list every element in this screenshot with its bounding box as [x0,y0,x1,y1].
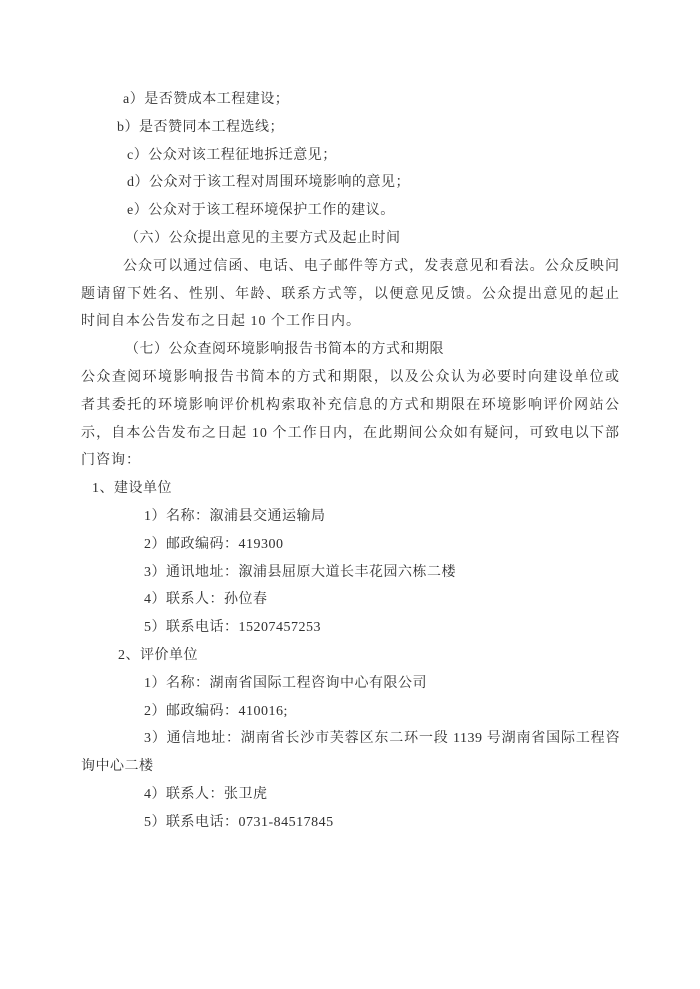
evaluation-unit-address: 3）通信地址：湖南省长沙市芙蓉区东二环一段 1139 号湖南省国际工程咨询中心二楼 [81,731,620,775]
opinion-item-e: e）公众对于该工程环境保护工作的建议。 [127,203,395,219]
section-7-paragraph: 公众查阅环境影响报告书简本的方式和期限，以及公众认为必要时向建设单位或者其委托的环境影响评价机构索取补充信息的方式和期限在环境影响评价网站公示，自本公告发布之日起 10 个工作日内，在此期间公众如有疑问，可致电以下部门咨询： [81,369,620,469]
construction-unit-title: 1、建设单位 [92,481,172,497]
evaluation-unit-title: 2、评价单位 [118,647,198,663]
evaluation-unit-postcode: 2）邮政编码：410016; [144,703,288,719]
opinion-item-a: a）是否赞成本工程建设； [123,92,290,107]
evaluation-unit-contact: 4）联系人：张卫虎 [144,786,268,802]
opinion-item-d: d）公众对于该工程对周围环境影响的意见； [127,175,410,191]
evaluation-unit-name: 1）名称：湖南省国际工程咨询中心有限公司 [144,675,427,691]
section-6-heading: （六）公众提出意见的主要方式及起止时间 [125,230,401,246]
opinion-item-b: b）是否赞同本工程选线； [117,119,284,135]
construction-unit-address: 3）通讯地址：溆浦县屈原大道长丰花园六栋二楼 [144,564,456,580]
opinion-item-c: c）公众对该工程征地拆迁意见； [127,147,337,163]
construction-unit-postcode: 2）邮政编码：419300 [144,536,284,552]
section-7-heading: （七）公众查阅环境影响报告书简本的方式和期限 [125,342,444,358]
construction-unit-phone: 5）联系电话：15207457253 [144,620,321,636]
evaluation-unit-phone: 5）联系电话：0731-84517845 [144,814,334,830]
construction-unit-name: 1）名称：溆浦县交通运输局 [144,508,326,524]
construction-unit-contact: 4）联系人：孙位春 [144,592,268,608]
section-6-paragraph: 公众可以通过信函、电话、电子邮件等方式，发表意见和看法。公众反映问题请留下姓名、性别、年龄、联系方式等，以便意见反馈。公众提出意见的起止时间自本公告发布之日起 10 个工作日内。 [81,258,620,330]
